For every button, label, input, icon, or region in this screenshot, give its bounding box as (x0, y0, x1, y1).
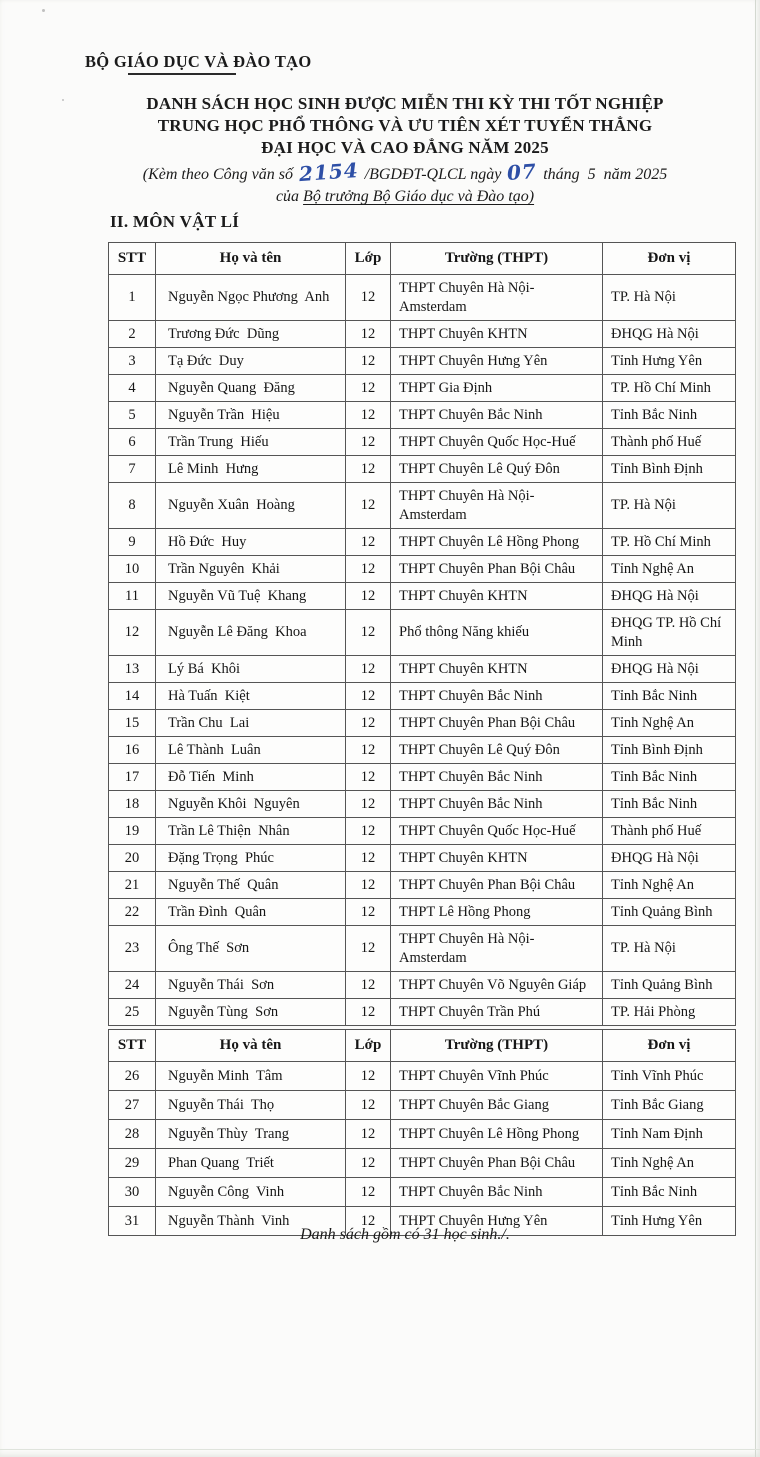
name-cell: Trần Chu Lai (156, 710, 346, 737)
class-cell: 12 (346, 1091, 391, 1120)
student-row (109, 402, 736, 429)
name-cell: Hồ Đức Huy (156, 529, 346, 556)
stt-cell: 10 (109, 556, 156, 583)
unit-cell: Tỉnh Nghệ An (603, 1149, 736, 1178)
stt-cell: 21 (109, 872, 156, 899)
unit-cell: Tỉnh Bình Định (603, 737, 736, 764)
class-cell: 12 (346, 583, 391, 610)
student-row (109, 429, 736, 456)
student-row (109, 529, 736, 556)
class-cell: 12 (346, 1120, 391, 1149)
unit-cell: ĐHQG Hà Nội (603, 656, 736, 683)
name-cell: Trần Nguyên Khải (156, 556, 346, 583)
class-cell: 12 (346, 926, 391, 972)
student-row (109, 710, 736, 737)
class-cell: 12 (346, 610, 391, 656)
name-cell: Nguyễn Thái Sơn (156, 972, 346, 999)
student-row (109, 456, 736, 483)
school-cell: THPT Chuyên Lê Hồng Phong (391, 1120, 603, 1149)
stt-cell: 9 (109, 529, 156, 556)
name-cell: Lê Minh Hưng (156, 456, 346, 483)
stt-cell: 1 (109, 275, 156, 321)
school-cell: THPT Chuyên KHTN (391, 321, 603, 348)
unit-cell: TP. Hồ Chí Minh (603, 375, 736, 402)
class-cell: 12 (346, 1062, 391, 1091)
name-cell: Trần Trung Hiếu (156, 429, 346, 456)
school-cell: THPT Chuyên Hà Nội-Amsterdam (391, 275, 603, 321)
column-header-unit: Đơn vị (603, 1030, 736, 1062)
class-cell: 12 (346, 818, 391, 845)
school-cell: THPT Chuyên Lê Quý Đôn (391, 456, 603, 483)
handwritten-document-number: 2154 (298, 157, 360, 187)
class-cell: 12 (346, 402, 391, 429)
unit-cell: Thành phố Huế (603, 818, 736, 845)
school-cell: THPT Chuyên Bắc Ninh (391, 791, 603, 818)
issuing-org-text: BỘ GIÁO DỤC VÀ ĐÀO TẠO (85, 52, 312, 71)
subtitle-post: tháng 5 năm 2025 (539, 166, 668, 183)
name-cell: Lê Thành Luân (156, 737, 346, 764)
name-cell: Hà Tuấn Kiệt (156, 683, 346, 710)
column-header-unit: Đơn vị (603, 243, 736, 275)
name-cell: Trương Đức Dũng (156, 321, 346, 348)
footer-note: Danh sách gồm có 31 học sinh./. (300, 1226, 510, 1243)
student-row (109, 818, 736, 845)
student-row (109, 556, 736, 583)
school-cell: THPT Chuyên Hưng Yên (391, 348, 603, 375)
student-row (109, 764, 736, 791)
class-cell: 12 (346, 899, 391, 926)
class-cell: 12 (346, 375, 391, 402)
student-row (109, 1178, 736, 1207)
stt-cell: 22 (109, 899, 156, 926)
school-cell: THPT Chuyên Phan Bội Châu (391, 710, 603, 737)
name-cell: Nguyễn Minh Tâm (156, 1062, 346, 1091)
school-cell: THPT Chuyên KHTN (391, 583, 603, 610)
unit-cell: Tỉnh Quảng Bình (603, 899, 736, 926)
stt-cell: 15 (109, 710, 156, 737)
class-cell: 12 (346, 456, 391, 483)
unit-cell: Tỉnh Quảng Bình (603, 972, 736, 999)
subtitle2-pre: của (275, 188, 304, 205)
stt-cell: 3 (109, 348, 156, 375)
student-row (109, 1091, 736, 1120)
name-cell: Đỗ Tiến Minh (156, 764, 346, 791)
student-row (109, 737, 736, 764)
student-row (109, 275, 736, 321)
unit-cell: Tỉnh Hưng Yên (603, 1207, 736, 1236)
student-row (109, 999, 736, 1026)
class-cell: 12 (346, 1149, 391, 1178)
stt-cell: 11 (109, 583, 156, 610)
student-row (109, 845, 736, 872)
section-heading: II. MÔN VẬT LÍ (110, 212, 240, 231)
class-cell: 12 (346, 1178, 391, 1207)
class-cell: 12 (346, 483, 391, 529)
subtitle-pre: (Kèm theo Công văn số (142, 166, 297, 183)
student-row (109, 656, 736, 683)
school-cell: THPT Chuyên Hà Nội-Amsterdam (391, 926, 603, 972)
doc-title-line2: TRUNG HỌC PHỔ THÔNG VÀ ƯU TIÊN XÉT TUYỂN THẲNG (157, 116, 653, 135)
name-cell: Đặng Trọng Phúc (156, 845, 346, 872)
unit-cell: TP. Hồ Chí Minh (603, 529, 736, 556)
stt-cell: 18 (109, 791, 156, 818)
doc-subtitle-line1 (108, 157, 702, 187)
stt-cell: 28 (109, 1120, 156, 1149)
unit-cell: TP. Hà Nội (603, 275, 736, 321)
unit-cell: Tỉnh Nghệ An (603, 872, 736, 899)
class-cell: 12 (346, 429, 391, 456)
stt-cell: 7 (109, 456, 156, 483)
name-cell: Nguyễn Thùy Trang (156, 1120, 346, 1149)
stt-cell: 20 (109, 845, 156, 872)
name-cell: Trần Lê Thiện Nhân (156, 818, 346, 845)
unit-cell: Thành phố Huế (603, 429, 736, 456)
unit-cell: ĐHQG Hà Nội (603, 583, 736, 610)
school-cell: THPT Chuyên Bắc Ninh (391, 402, 603, 429)
name-cell: Nguyễn Công Vinh (156, 1178, 346, 1207)
school-cell: THPT Chuyên Hà Nội-Amsterdam (391, 483, 603, 529)
unit-cell: Tỉnh Bắc Ninh (603, 764, 736, 791)
class-cell: 12 (346, 1207, 391, 1236)
student-row (109, 972, 736, 999)
stt-cell: 12 (109, 610, 156, 656)
student-row (109, 348, 736, 375)
class-cell: 12 (346, 321, 391, 348)
school-cell: THPT Chuyên Quốc Học-Huế (391, 429, 603, 456)
stt-cell: 24 (109, 972, 156, 999)
unit-cell: TP. Hà Nội (603, 926, 736, 972)
stt-cell: 29 (109, 1149, 156, 1178)
stt-cell: 16 (109, 737, 156, 764)
student-row (109, 583, 736, 610)
scan-speck (42, 9, 45, 12)
subtitle-mid: /BGDĐT-QLCL ngày (360, 166, 506, 183)
stt-cell: 23 (109, 926, 156, 972)
name-cell: Nguyễn Thái Thọ (156, 1091, 346, 1120)
column-header-stt: STT (109, 1030, 156, 1062)
school-cell: THPT Chuyên Bắc Ninh (391, 1178, 603, 1207)
school-cell: THPT Chuyên KHTN (391, 845, 603, 872)
school-cell: THPT Chuyên Lê Hồng Phong (391, 529, 603, 556)
class-cell: 12 (346, 791, 391, 818)
class-cell: 12 (346, 683, 391, 710)
school-cell: THPT Chuyên Hưng Yên (391, 1207, 603, 1236)
doc-title-line1: DANH SÁCH HỌC SINH ĐƯỢC MIỄN THI KỲ THI TỐT NGHIỆP (146, 94, 664, 113)
unit-cell: ĐHQG Hà Nội (603, 845, 736, 872)
name-cell: Lý Bá Khôi (156, 656, 346, 683)
student-row (109, 610, 736, 656)
class-cell: 12 (346, 972, 391, 999)
unit-cell: TP. Hải Phòng (603, 999, 736, 1026)
student-row (109, 321, 736, 348)
unit-cell: Tỉnh Bình Định (603, 456, 736, 483)
name-cell: Nguyễn Thành Vinh (156, 1207, 346, 1236)
org-underline (128, 73, 236, 75)
student-row (109, 1120, 736, 1149)
unit-cell: ĐHQG Hà Nội (603, 321, 736, 348)
student-row (109, 1062, 736, 1091)
name-cell: Nguyễn Quang Đăng (156, 375, 346, 402)
school-cell: Phổ thông Năng khiếu (391, 610, 603, 656)
students-table-part2 (108, 1029, 736, 1236)
scan-page-edge (755, 0, 756, 1457)
scan-speck (62, 99, 64, 101)
student-row (109, 926, 736, 972)
class-cell: 12 (346, 348, 391, 375)
stt-cell: 17 (109, 764, 156, 791)
title-block (108, 93, 702, 208)
name-cell: Nguyễn Khôi Nguyên (156, 791, 346, 818)
student-row (109, 899, 736, 926)
school-cell: THPT Chuyên Võ Nguyên Giáp (391, 972, 603, 999)
unit-cell: Tỉnh Nghệ An (603, 556, 736, 583)
unit-cell: Tỉnh Nghệ An (603, 710, 736, 737)
class-cell: 12 (346, 656, 391, 683)
issuing-org (85, 52, 311, 75)
class-cell: 12 (346, 737, 391, 764)
class-cell: 12 (346, 529, 391, 556)
subtitle2-underlined: Bộ trưởng Bộ Giáo dục và Đào tạo) (303, 188, 535, 205)
stt-cell: 19 (109, 818, 156, 845)
student-row (109, 483, 736, 529)
school-cell: THPT Chuyên Phan Bội Châu (391, 556, 603, 583)
school-cell: THPT Chuyên Quốc Học-Huế (391, 818, 603, 845)
class-cell: 12 (346, 845, 391, 872)
school-cell: THPT Chuyên Phan Bội Châu (391, 1149, 603, 1178)
column-header-name: Họ và tên (156, 1030, 346, 1062)
school-cell: THPT Chuyên Vĩnh Phúc (391, 1062, 603, 1091)
class-cell: 12 (346, 275, 391, 321)
student-row (109, 1149, 736, 1178)
name-cell: Nguyễn Vũ Tuệ Khang (156, 583, 346, 610)
unit-cell: Tỉnh Hưng Yên (603, 348, 736, 375)
school-cell: THPT Chuyên Phan Bội Châu (391, 872, 603, 899)
class-cell: 12 (346, 764, 391, 791)
stt-cell: 27 (109, 1091, 156, 1120)
table-header-row (109, 1030, 736, 1062)
stt-cell: 26 (109, 1062, 156, 1091)
doc-title-line3: ĐẠI HỌC VÀ CAO ĐẲNG NĂM 2025 (261, 138, 549, 157)
unit-cell: Tỉnh Bắc Ninh (603, 683, 736, 710)
student-row (109, 375, 736, 402)
school-cell: THPT Chuyên Lê Quý Đôn (391, 737, 603, 764)
stt-cell: 8 (109, 483, 156, 529)
unit-cell: Tỉnh Nam Định (603, 1120, 736, 1149)
name-cell: Trần Đình Quân (156, 899, 346, 926)
class-cell: 12 (346, 556, 391, 583)
name-cell: Nguyễn Ngọc Phương Anh (156, 275, 346, 321)
stt-cell: 13 (109, 656, 156, 683)
unit-cell: Tỉnh Bắc Giang (603, 1091, 736, 1120)
name-cell: Nguyễn Thế Quân (156, 872, 346, 899)
class-cell: 12 (346, 710, 391, 737)
stt-cell: 6 (109, 429, 156, 456)
school-cell: THPT Lê Hồng Phong (391, 899, 603, 926)
class-cell: 12 (346, 999, 391, 1026)
school-cell: THPT Chuyên Bắc Ninh (391, 764, 603, 791)
school-cell: THPT Chuyên KHTN (391, 656, 603, 683)
name-cell: Ông Thế Sơn (156, 926, 346, 972)
column-header-class: Lớp (346, 243, 391, 275)
column-header-school: Trường (THPT) (391, 243, 603, 275)
stt-cell: 14 (109, 683, 156, 710)
name-cell: Phan Quang Triết (156, 1149, 346, 1178)
stt-cell: 25 (109, 999, 156, 1026)
student-row (109, 872, 736, 899)
table-header-row (109, 243, 736, 275)
unit-cell: Tỉnh Vĩnh Phúc (603, 1062, 736, 1091)
column-header-stt: STT (109, 243, 156, 275)
column-header-school: Trường (THPT) (391, 1030, 603, 1062)
students-table-part1 (108, 242, 736, 1026)
school-cell: THPT Chuyên Trần Phú (391, 999, 603, 1026)
school-cell: THPT Chuyên Bắc Ninh (391, 683, 603, 710)
stt-cell: 2 (109, 321, 156, 348)
unit-cell: Tỉnh Bắc Ninh (603, 1178, 736, 1207)
stt-cell: 4 (109, 375, 156, 402)
name-cell: Nguyễn Trần Hiệu (156, 402, 346, 429)
unit-cell: Tỉnh Bắc Ninh (603, 402, 736, 429)
name-cell: Tạ Đức Duy (156, 348, 346, 375)
stt-cell: 5 (109, 402, 156, 429)
scan-page-edge (0, 1449, 760, 1450)
column-header-name: Họ và tên (156, 243, 346, 275)
column-header-class: Lớp (346, 1030, 391, 1062)
school-cell: THPT Chuyên Bắc Giang (391, 1091, 603, 1120)
handwritten-day-number: 07 (506, 158, 539, 186)
class-cell: 12 (346, 872, 391, 899)
student-row (109, 683, 736, 710)
name-cell: Nguyễn Tùng Sơn (156, 999, 346, 1026)
stt-cell: 31 (109, 1207, 156, 1236)
student-row (109, 791, 736, 818)
unit-cell: Tỉnh Bắc Ninh (603, 791, 736, 818)
doc-subtitle-line2 (108, 186, 702, 208)
unit-cell: TP. Hà Nội (603, 483, 736, 529)
stt-cell: 30 (109, 1178, 156, 1207)
name-cell: Nguyễn Lê Đăng Khoa (156, 610, 346, 656)
school-cell: THPT Gia Định (391, 375, 603, 402)
unit-cell: ĐHQG TP. Hồ Chí Minh (603, 610, 736, 656)
name-cell: Nguyễn Xuân Hoàng (156, 483, 346, 529)
